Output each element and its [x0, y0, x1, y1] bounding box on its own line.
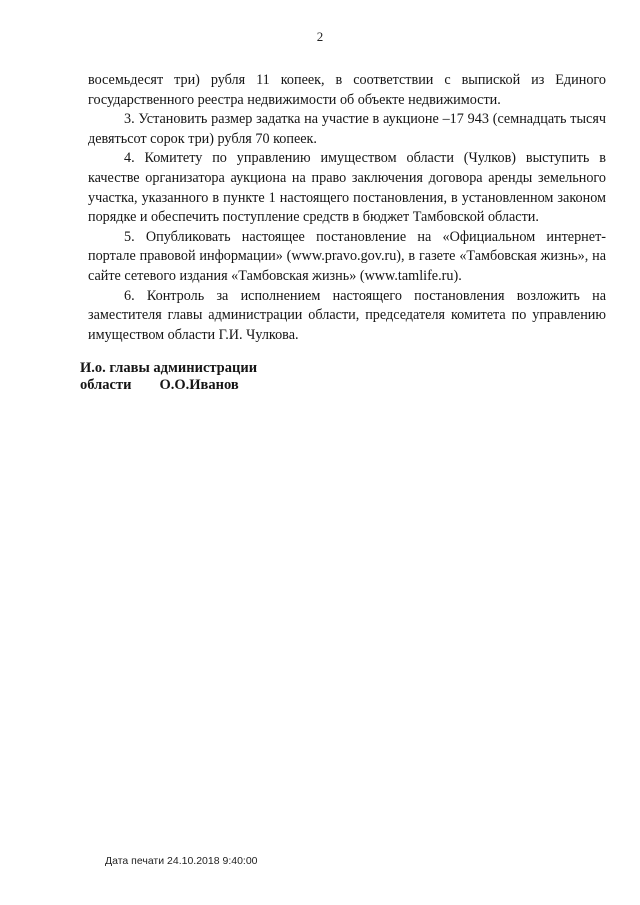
print-date: Дата печати 24.10.2018 9:40:00 [105, 855, 258, 867]
signatory-line-2 [80, 377, 257, 394]
page-number: 2 [316, 29, 324, 44]
paragraph-continuation: восемьдесят три) рубля 11 копеек, в соответствии с выпиской из Единого государственного реестра недвижимости об объекте недвижимости. [88, 72, 606, 108]
signatory-name: О.О.Иванов [159, 377, 239, 393]
signature-block [80, 360, 257, 394]
document-body [88, 71, 606, 345]
signatory-title: И.о. главы администрации [80, 360, 258, 376]
signatory-title-cont: области [80, 377, 132, 393]
paragraph-item-3: 3. Установить размер задатка на участие в аукционе –17 943 (семнадцать тысяч девятьсот сорок три) рубля 70 копеек. [88, 111, 606, 147]
paragraph-item-5: 5. Опубликовать настоящее постановление на «Официальном интернет-портале правовой информации» (www.pravo.gov.ru), в газете «Тамбовская жизнь», на сайте сетевого издания «Тамбовская жизнь» (www.tamlife.ru). [88, 228, 606, 284]
paragraph-item-4: 4. Комитету по управлению имуществом области (Чулков) выступить в качестве организатора аукциона на право заключения договора аренды земельного участка, указанного в пункте 1 настоящего постановления, в установленном законом порядке и обеспечить поступление средств в бюджет Тамбовской области. [88, 150, 606, 226]
paragraph-item-6: 6. Контроль за исполнением настоящего постановления возложить на заместителя главы администрации области, председателя комитета по управлению имуществом области Г.И. Чулкова. [88, 287, 606, 343]
